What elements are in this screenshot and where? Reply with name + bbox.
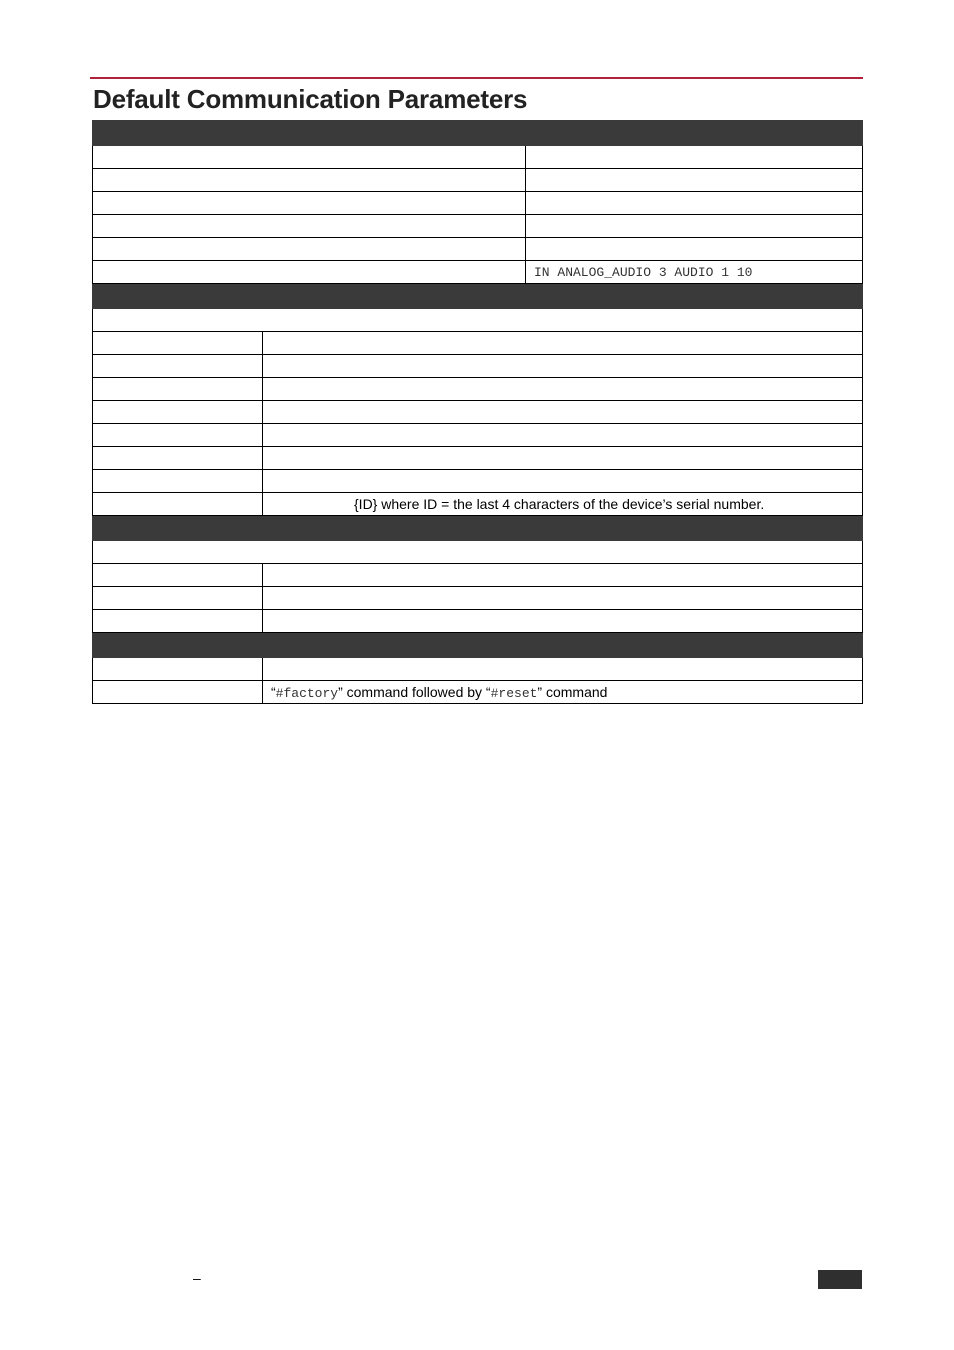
param-label	[93, 169, 526, 192]
param-value	[263, 378, 863, 401]
param-value	[526, 146, 863, 169]
table-row	[93, 355, 863, 378]
table-row	[93, 146, 863, 169]
section-header-2	[93, 284, 863, 309]
table-row	[93, 447, 863, 470]
param-label	[93, 658, 263, 681]
param-value	[263, 610, 863, 633]
section-header-3	[93, 516, 863, 541]
quote-mark: “	[271, 683, 276, 700]
table-row	[93, 261, 863, 284]
param-value	[263, 564, 863, 587]
header-rule	[90, 77, 863, 79]
param-label	[93, 192, 526, 215]
param-value	[263, 470, 863, 493]
param-label	[93, 610, 263, 633]
param-value-hostname: {ID} where ID = the last 4 characters of the device’s serial number.	[263, 493, 863, 516]
param-label	[93, 447, 263, 470]
param-value	[263, 424, 863, 447]
section-note-text	[93, 541, 863, 564]
page-number-tab	[818, 1270, 862, 1289]
table-row	[93, 169, 863, 192]
footer-dash: –	[193, 1270, 201, 1286]
table-row	[93, 332, 863, 355]
param-value-reset-procedure	[263, 681, 863, 704]
param-value-command: IN ANALOG_AUDIO 3 AUDIO 1 10	[526, 261, 863, 284]
param-label	[93, 378, 263, 401]
param-label	[93, 401, 263, 424]
factory-command: #factory	[275, 685, 339, 701]
table-row	[93, 192, 863, 215]
param-label	[93, 493, 263, 516]
param-value	[263, 332, 863, 355]
page-title: Default Communication Parameters	[93, 84, 528, 114]
section-note-text	[93, 309, 863, 332]
param-value	[263, 355, 863, 378]
param-label	[93, 681, 263, 704]
section-note	[93, 541, 863, 564]
param-label	[93, 564, 263, 587]
section-header-4	[93, 633, 863, 658]
table-row	[93, 424, 863, 447]
table-row	[93, 238, 863, 261]
table-row	[93, 587, 863, 610]
table-row	[93, 378, 863, 401]
param-value	[526, 192, 863, 215]
reset-text-1: ” command followed by “	[338, 683, 491, 700]
param-label	[93, 587, 263, 610]
table-row	[93, 658, 863, 681]
section-note	[93, 309, 863, 332]
param-value	[526, 238, 863, 261]
table-row	[93, 564, 863, 587]
param-label	[93, 470, 263, 493]
param-label	[93, 332, 263, 355]
default-parameters-table	[92, 120, 863, 704]
table-row	[93, 610, 863, 633]
table-row	[93, 215, 863, 238]
param-label	[93, 424, 263, 447]
section-header-1	[93, 121, 863, 146]
param-value	[263, 658, 863, 681]
param-label	[93, 261, 526, 284]
reset-text-2: ” command	[537, 683, 608, 700]
reset-command: #reset	[490, 685, 538, 701]
param-label	[93, 355, 263, 378]
param-value	[526, 215, 863, 238]
param-label	[93, 146, 526, 169]
param-label	[93, 238, 526, 261]
param-value	[263, 447, 863, 470]
table-row	[93, 493, 863, 516]
table-row	[93, 681, 863, 704]
table-row	[93, 401, 863, 424]
param-value	[526, 169, 863, 192]
param-value	[263, 401, 863, 424]
param-label	[93, 215, 526, 238]
table-row	[93, 470, 863, 493]
param-value	[263, 587, 863, 610]
